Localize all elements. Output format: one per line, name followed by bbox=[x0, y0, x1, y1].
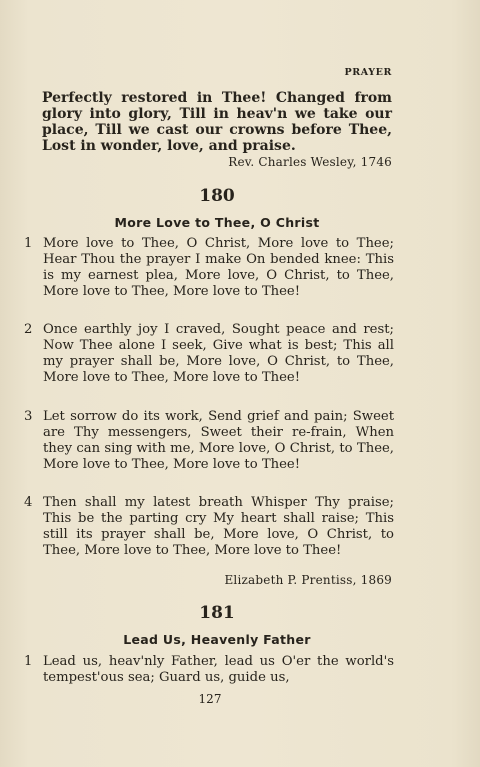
stanza-number: 2 bbox=[24, 322, 33, 337]
stanza-180-3 bbox=[24, 409, 394, 473]
hymn-title-181: Lead Us, Heavenly Father bbox=[123, 632, 311, 647]
hymn-title-180: More Love to Thee, O Christ bbox=[114, 215, 320, 230]
stanza-number: 3 bbox=[24, 409, 33, 424]
hymn-180-attribution: Elizabeth P. Prentiss, 1869 bbox=[224, 573, 392, 587]
stanza-text: Once earthly joy I craved, Sought peace and rest; Now Thee alone I seek, Give what is best; This all my prayer shall be, More love, O Christ, to Thee, More love to Thee, More love to Thee! bbox=[43, 322, 394, 385]
stanza-text: Then shall my latest breath Whisper Thy praise; This be the parting cry My heart shall raise; This still its prayer shall be, More love, O Christ, to Thee, More love to Thee, More love to Thee! bbox=[43, 495, 394, 558]
stanza-text: Let sorrow do its work, Send grief and pain; Sweet are Thy messengers, Sweet their re-frain, When they can sing with me, More love, O Christ, to Thee, More love to Thee, More love to Thee! bbox=[43, 409, 394, 472]
stanza-180-4 bbox=[24, 495, 394, 559]
stanza-text: More love to Thee, O Christ, More love to Thee; Hear Thou the prayer I make On bended knee: This is my earnest plea, More love, O Christ, to Thee, More love to Thee, More love to Thee! bbox=[43, 236, 394, 299]
stanza-number: 4 bbox=[24, 495, 33, 510]
hymn-number-181: 181 bbox=[199, 603, 235, 623]
stanza-181-1 bbox=[24, 654, 394, 686]
stanza-text: Lead us, heav'nly Father, lead us O'er the world's tempest'ous sea; Guard us, guide us, bbox=[43, 654, 394, 685]
page-number: 127 bbox=[198, 692, 222, 706]
previous-hymn-attribution: Rev. Charles Wesley, 1746 bbox=[228, 155, 392, 169]
stanza-180-2 bbox=[24, 322, 394, 386]
section-header: PRAYER bbox=[344, 67, 392, 78]
hymn-number-180: 180 bbox=[199, 186, 235, 206]
stanza-number: 1 bbox=[24, 654, 33, 669]
stanza-number: 1 bbox=[24, 236, 33, 251]
stanza-180-1 bbox=[24, 236, 394, 300]
previous-hymn-continuation: Perfectly restored in Thee! Changed from glory into glory, Till in heav'n we take our place, Till we cast our crowns before Thee, Lost in wonder, love, and praise. bbox=[42, 90, 392, 154]
